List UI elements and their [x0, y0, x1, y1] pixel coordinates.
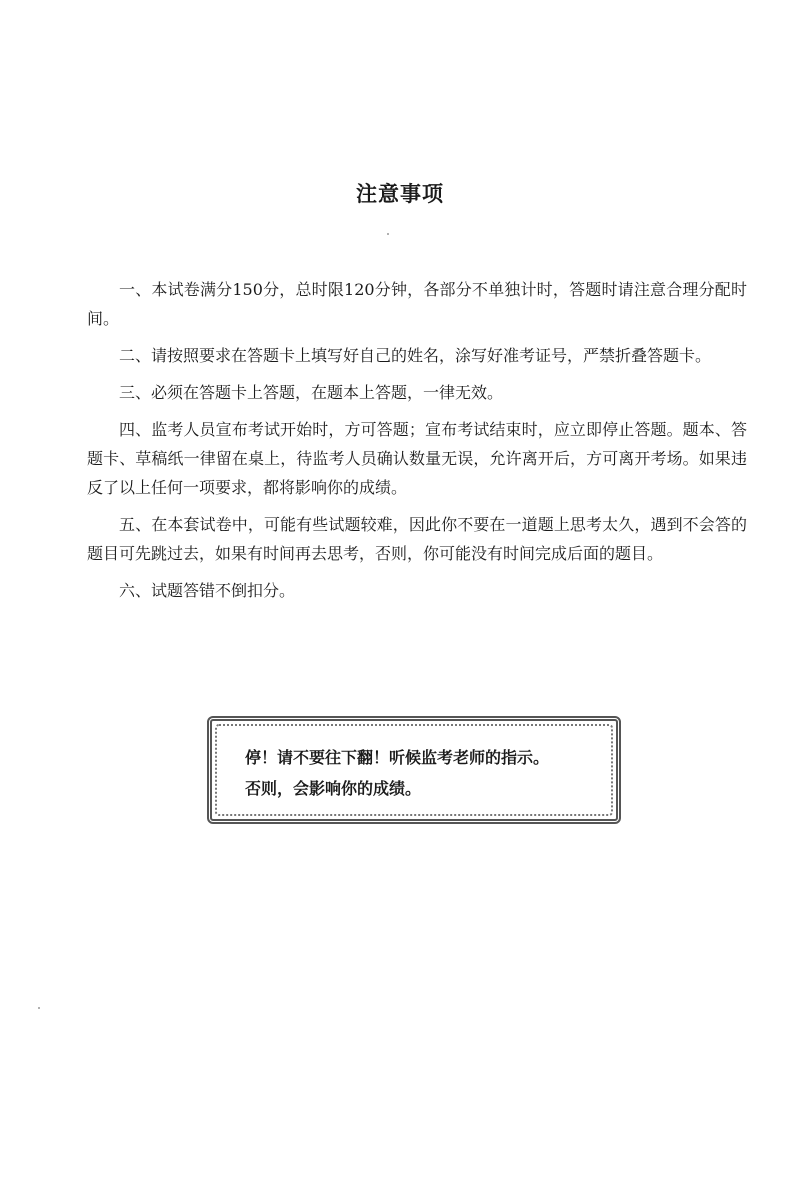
note-item-1: 一、本试卷满分150分，总时限120分钟，各部分不单独计时，答题时请注意合理分配时间。 — [87, 280, 747, 328]
page-title: 注意事项 — [356, 182, 444, 206]
note-item-5: 五、在本套试卷中，可能有些试题较难，因此你不要在一道题上思考太久，遇到不会答的题目可先跳过去，如果有时间再去思考，否则，你可能没有时间完成后面的题目。 — [87, 515, 747, 563]
paper-speck — [387, 233, 389, 235]
note-item-2: 二、请按照要求在答题卡上填写好自己的姓名，涂写好准考证号，严禁折叠答题卡。 — [119, 346, 712, 365]
note-item-6: 六、试题答错不倒扣分。 — [119, 581, 296, 600]
note-item-4: 四、监考人员宣布考试开始时，方可答题；宣布考试结束时，应立即停止答题。题本、答题卡、草稿纸一律留在桌上，待监考人员确认数量无误，允许离开后，方可离开考场。如果违反了以上任何一项要求，都将影响你的成绩。 — [87, 420, 747, 497]
stop-notice-line-2: 否则，会影响你的成绩。 — [245, 779, 422, 798]
note-item-3: 三、必须在答题卡上答题，在题本上答题，一律无效。 — [119, 383, 504, 402]
stop-notice-inner-border — [215, 724, 613, 816]
notes-list — [87, 275, 747, 613]
paper-speck — [38, 1007, 40, 1009]
stop-notice-line-1: 停！请不要往下翻！听候监考老师的指示。 — [245, 748, 550, 767]
stop-notice-box — [207, 716, 621, 824]
